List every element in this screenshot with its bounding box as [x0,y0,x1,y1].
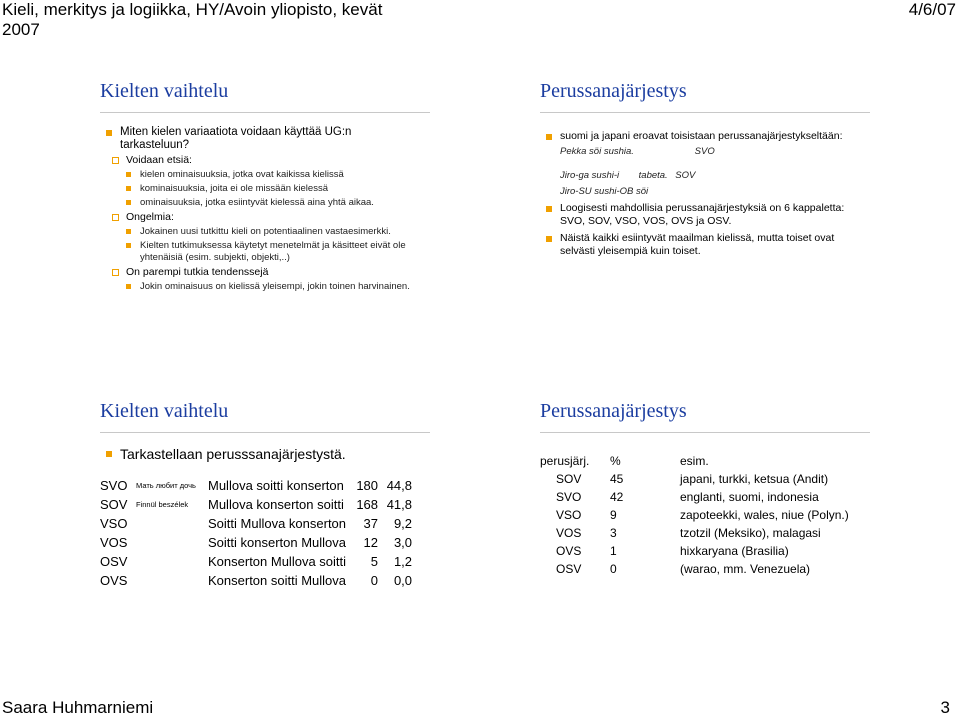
sentence-cell: Soitti Mullova konserton [208,516,347,531]
count-cell: 12 [363,535,379,550]
table-row [540,560,870,578]
word-order-cell: SVO [100,478,128,493]
bullet-text: Jokin ominaisuus on kielissä yleisempi, jokin toinen harvinainen. [140,281,410,292]
bullet-text: On parempi tutkia tendenssejä [126,266,269,278]
bullet-item [126,169,422,181]
percent-cell: 44,8 [386,478,413,493]
percent-cell: 41,8 [386,497,413,512]
bullet-square-icon [126,229,131,234]
percent-cell: 1,2 [393,554,413,569]
percent-cell: 9 [610,508,617,522]
bullet-text: Ongelmia: [126,211,174,223]
count-cell: 0 [370,573,379,588]
example-order: SVO [694,146,715,157]
bullet-text: kielen ominaisuuksia, jotka ovat kaikissa kielissä [140,169,344,180]
word-order-cell: OVS [100,573,128,588]
example-sentence-2 [560,170,862,182]
sentence-cell: Mullova soitti konserton [208,478,344,493]
count-cell: 168 [356,497,379,512]
example-order: SOV [675,170,696,181]
page-footer-number: 3 [940,698,950,717]
example-cell [136,514,208,533]
slide-2-bullets [546,130,862,260]
example-cell: zapoteekki, wales, niue (Polyn.) [680,508,849,522]
example-text: tabeta. [638,170,668,181]
count-cell: 180 [356,478,379,493]
table-row [100,495,412,514]
bullet-text: ominaisuuksia, jotka esiintyvät kielessä aina yhtä aikaa. [140,197,374,208]
bullet-square-icon [106,130,112,136]
percent-cell: 1 [610,544,617,558]
word-order-cell: VSO [556,508,582,522]
table-row [540,506,870,524]
bullet-item [106,446,422,463]
slide-2-title: Perussanajärjestys [540,80,870,103]
bullet-square-icon [126,172,131,177]
percent-cell: 0 [610,562,617,576]
count-cell: 37 [363,516,379,531]
word-order-cell: OVS [556,544,582,558]
percent-cell: 42 [610,490,624,504]
bullet-item [112,211,422,224]
table-row [100,476,412,495]
example-cell: hixkaryana (Brasilia) [680,544,789,558]
column-header: % [610,454,621,468]
bullet-square-icon [126,243,131,248]
bullet-text: Jokainen uusi tutkittu kieli on potentiaalinen vastaesimerkki. [140,226,391,237]
example-text: Jiro-ga sushi-i [560,170,620,181]
table-row [100,514,412,533]
example-cell: englanti, suomi, indonesia [680,490,819,504]
percent-cell: 3 [610,526,617,540]
slide-1-title: Kielten vaihtelu [100,80,430,103]
bullet-square-icon [546,134,552,140]
bullet-hollow-square-icon [112,269,119,276]
slide-4 [532,386,876,686]
page-header-date: 4/6/07 [908,0,956,19]
bullet-hollow-square-icon [112,214,119,221]
count-cell: 5 [370,554,379,569]
bullet-square-icon [126,284,131,289]
word-order-cell: VSO [100,516,128,531]
percent-cell: 0,0 [393,573,413,588]
bullet-text: suomi ja japani eroavat toisistaan perussanajärjestykseltään: [560,130,843,142]
bullet-text: Näistä kaikki esiintyvät maailman kielissä, mutta toiset ovat selvästi yleisempiä kuin toiset. [560,232,835,257]
percent-cell: 3,0 [393,535,413,550]
slide-1-bullets [106,126,422,295]
slide-3-intro [106,446,422,465]
slide-4-title: Perussanajärjestys [540,400,870,423]
bullet-item [546,202,862,228]
bullet-text: Loogisesti mahdollisia perussanajärjestyksiä on 6 kappaletta: SVO, SOV, VSO, VOS, OVS ja OSV. [560,202,845,227]
word-order-cell: VOS [556,526,582,540]
bullet-square-icon [126,186,131,191]
table-row [540,470,870,488]
example-cell: Мать любит дочь [136,481,196,490]
bullet-item [126,226,422,238]
table-row [100,552,412,571]
word-order-cell: OSV [556,562,582,576]
bullet-item [126,281,422,293]
bullet-square-icon [126,200,131,205]
example-sentence-1 [560,146,862,158]
word-order-cell: SOV [100,497,128,512]
bullet-text: Tarkastellaan perusssanajärjestystä. [120,446,346,462]
bullet-item [126,197,422,209]
bullet-item [126,183,422,195]
bullet-square-icon [546,236,552,242]
slide-3 [92,386,436,686]
bullet-item [126,240,422,264]
word-order-cell: VOS [100,535,128,550]
bullet-hollow-square-icon [112,157,119,164]
percent-cell: 9,2 [393,516,413,531]
word-order-cell: SOV [556,472,582,486]
table-row [100,533,412,552]
bullet-item [112,154,422,167]
sentence-cell: Soitti konserton Mullova [208,535,347,550]
table-row [100,571,412,590]
bullet-item [112,266,422,279]
slide-2 [532,66,876,328]
slide-1 [92,66,436,328]
percent-cell: 45 [610,472,624,486]
page-footer-author: Saara Huhmarniemi [2,698,154,717]
slide-3-title: Kielten vaihtelu [100,400,430,423]
bullet-item [546,130,862,143]
table-row [540,524,870,542]
table-header-row [540,452,870,470]
example-gloss: Jiro-SU sushi-OB söi [560,186,649,197]
example-cell: japani, turkki, ketsua (Andit) [680,472,829,486]
sentence-cell: Mullova konserton soitti [208,497,344,512]
word-order-cell: SVO [556,490,582,504]
word-order-cell: OSV [100,554,128,569]
sentence-cell: Konserton soitti Mullova [208,573,347,588]
table-row [540,542,870,560]
table-row [540,488,870,506]
example-cell: Finnül beszélek [136,500,189,509]
word-order-table [100,476,412,590]
example-cell: tzotzil (Meksiko), malagasi [680,526,821,540]
bullet-square-icon [546,206,552,212]
bullet-item [106,126,422,152]
bullet-text: Miten kielen variaatiota voidaan käyttää UG:n tarkasteluun? [120,126,352,151]
bullet-item [546,232,862,258]
bullet-text: kominaisuuksia, joita ei ole missään kielessä [140,183,328,194]
bullet-text: Voidaan etsiä: [126,154,192,166]
column-header: esim. [680,454,709,468]
example-cell [136,533,208,552]
word-order-frequency-table [540,452,870,578]
bullet-text: Kielten tutkimuksessa käytetyt menetelmät ja käsitteet eivät ole yhtenäisiä (esim. subjekti, objekti,..) [140,240,406,263]
bullet-square-icon [106,451,112,457]
page-header-title: Kieli, merkitys ja logiikka, HY/Avoin yliopisto, kevät 2007 [2,0,383,39]
sentence-cell: Konserton Mullova soitti [208,554,347,569]
example-cell [136,571,208,590]
column-header: perusjärj. [540,454,590,468]
example-cell [136,552,208,571]
example-text: Pekka söi sushia. [560,146,634,157]
example-cell: (warao, mm. Venezuela) [680,562,811,576]
